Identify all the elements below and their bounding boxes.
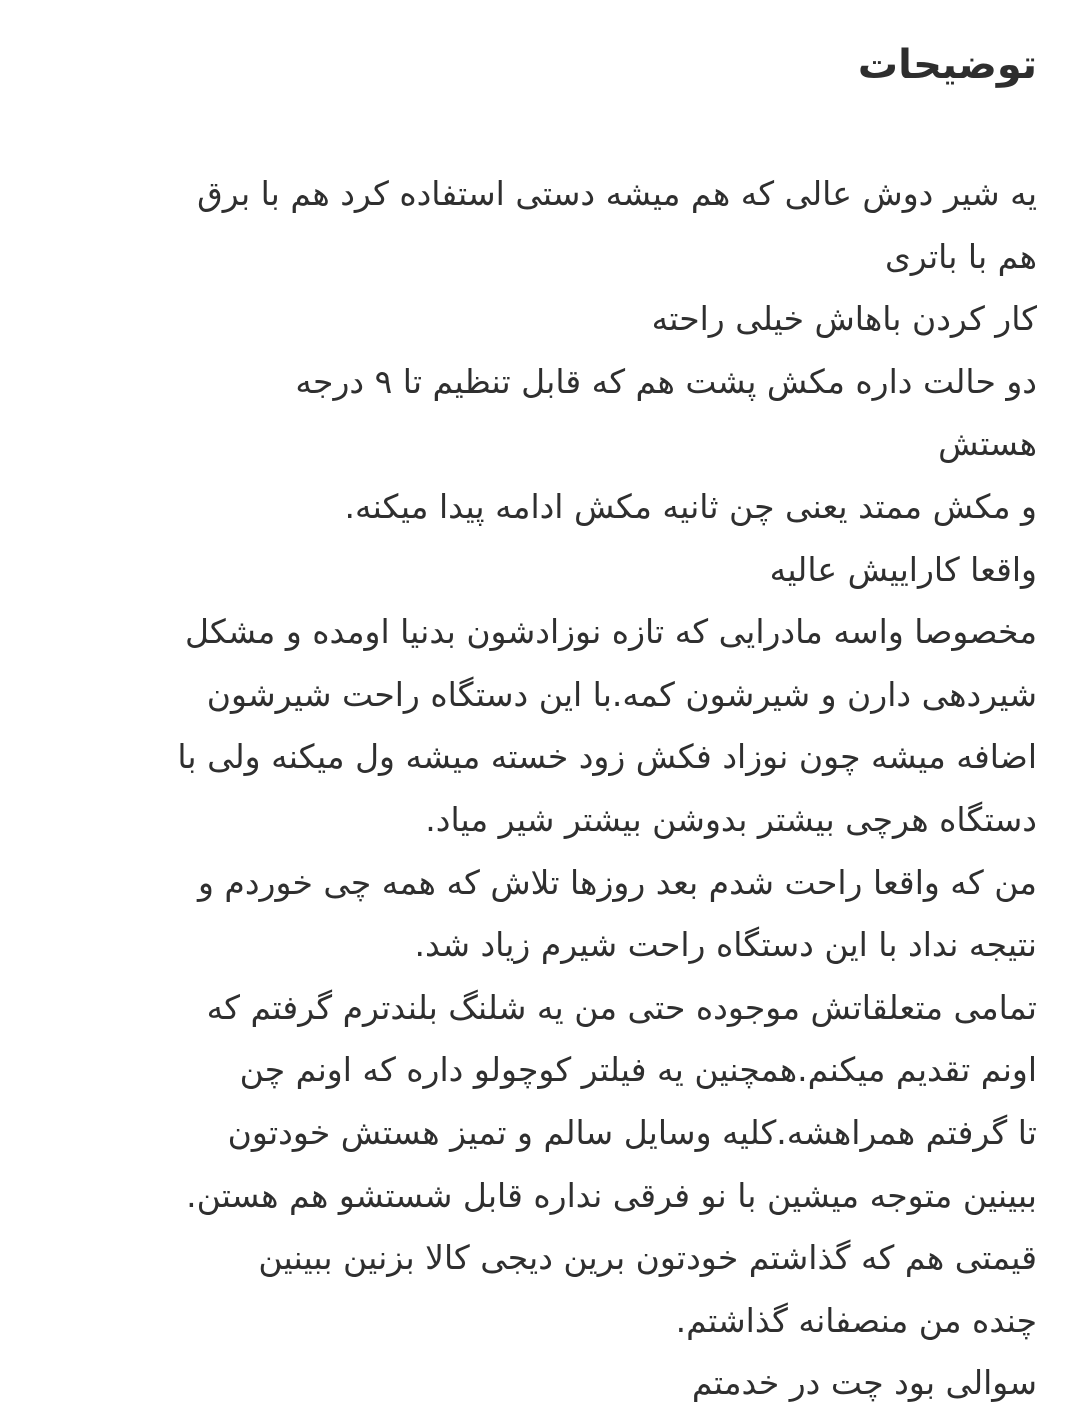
description-text (42, 163, 1037, 1415)
description-line: و مکش ممتد یعنی چن ثانیه مکش ادامه پیدا میکنه. (344, 486, 1037, 526)
description-line: چنده من منصفانه گذاشتم. (675, 1300, 1037, 1340)
description-line: مخصوصا واسه مادرایی که تازه نوزادشون بدنیا اومده و مشکل (185, 612, 1037, 652)
description-line: قیمتی هم که گذاشتم خودتون برین دیجی کالا بزنین ببینین (258, 1238, 1037, 1278)
description-line: هم با باتری (884, 236, 1037, 276)
description-line: اضافه میشه چون نوزاد فکش زود خسته میشه ول میکنه ولی با (177, 737, 1037, 777)
description-line: دو حالت داره مکش پشت هم که قابل تنظیم تا ۹ درجه (295, 361, 1037, 401)
description-line: شیردهی دارن و شیرشون کمه.با این دستگاه راحت شیرشون (206, 674, 1037, 714)
description-line: تمامی متعلقاتش موجوده حتی من یه شلنگ بلندترم گرفتم که (206, 987, 1037, 1027)
description-line: هستش (938, 424, 1037, 464)
description-line: واقعا کاراییش عالیه (769, 549, 1037, 589)
description-line: دستگاه هرچی بیشتر بدوشن بیشتر شیر میاد. (425, 799, 1037, 839)
description-line: من که واقعا راحت شدم بعد روزها تلاش که همه چی خوردم و (197, 862, 1037, 902)
description-line: نتیجه نداد با این دستگاه راحت شیرم زیاد شد. (414, 925, 1037, 965)
description-line: ببینین متوجه میشین با نو فرقی نداره قابل شستشو هم هستن. (186, 1175, 1037, 1215)
description-line: تا گرفتم همراهشه.کلیه وسایل سالم و تمیز هستش خودتون (227, 1112, 1037, 1152)
description-line: کار کردن باهاش خیلی راحته (651, 299, 1037, 339)
description-line: اونم تقدیم میکنم.همچنین یه فیلتر کوچولو داره که اونم چن (239, 1050, 1037, 1090)
description-line: سوالی بود چت در خدمتم (691, 1363, 1037, 1403)
section-title: توضیحات (857, 42, 1037, 88)
description-line: یه شیر دوش عالی که هم میشه دستی استفاده کرد هم با برق (197, 174, 1037, 213)
